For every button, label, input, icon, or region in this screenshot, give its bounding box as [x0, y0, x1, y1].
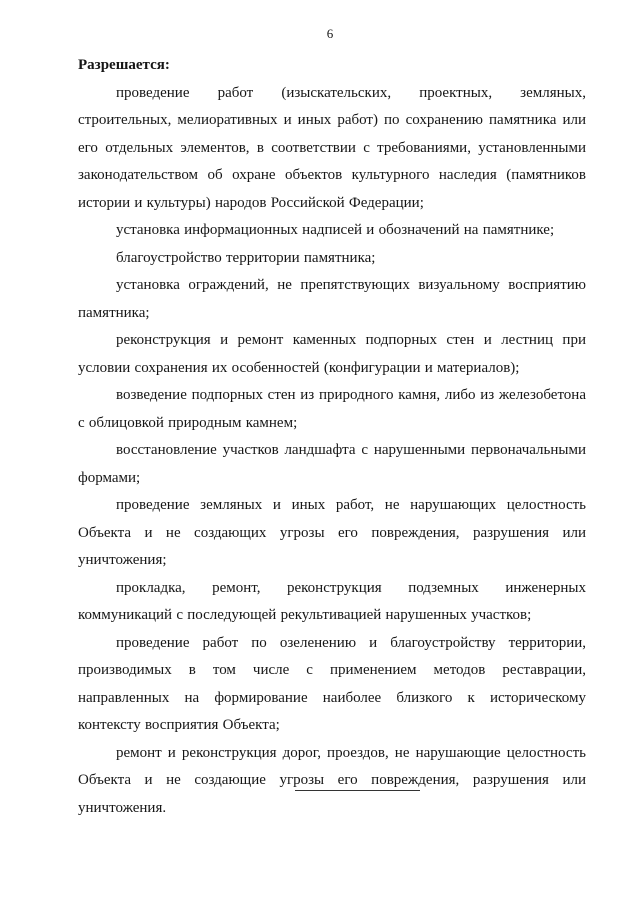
list-item: проведение работ по озеленению и благоустройству территории, производимых в том числе с применением методов реставрации, направленных на формирование наиболее близкого к историческому контексту восприятия Объекта; — [78, 634, 586, 733]
list-item: проведение земляных и иных работ, не нарушающих целостность Объекта и не создающих угрозы его повреждения, разрушения или уничтожения; — [78, 497, 586, 568]
page-number: 6 — [326, 26, 334, 41]
list-item: ремонт и реконструкция дорог, проездов, не нарушающие целостность Объекта и не создающие угрозы его повреждения, разрушения или уничтожения. — [78, 744, 586, 816]
document-body — [78, 52, 586, 822]
list-item: восстановление участков ландшафта с нарушенными первоначальными формами; — [78, 442, 586, 486]
list-item: возведение подпорных стен из природного камня, либо из железобетона с облицовкой природным камнем; — [78, 387, 586, 431]
list-item: установка информационных надписей и обозначений на памятнике; — [116, 222, 555, 238]
list-item: проведение работ (изыскательских, проектных, земляных, строительных, мелиоративных и иных работ) по сохранению памятника или его отдельных элементов, в соответствии с требованиями, установленными законодательством об охране объектов культурного наследия (памятников истории и культуры) народов Российской Федерации; — [78, 84, 586, 211]
list-item: благоустройство территории памятника; — [116, 249, 376, 266]
list-item: реконструкция и ремонт каменных подпорных стен и лестниц при условии сохранения их особенностей (конфигурации и материалов); — [78, 332, 586, 376]
section-heading: Разрешается: — [78, 57, 170, 73]
closing-rule — [295, 790, 420, 791]
list-item: установка ограждений, не препятствующих визуальному восприятию памятника; — [78, 277, 586, 321]
list-item: прокладка, ремонт, реконструкция подземных инженерных коммуникаций с последующей рекультивацией нарушенных участков; — [78, 579, 586, 623]
